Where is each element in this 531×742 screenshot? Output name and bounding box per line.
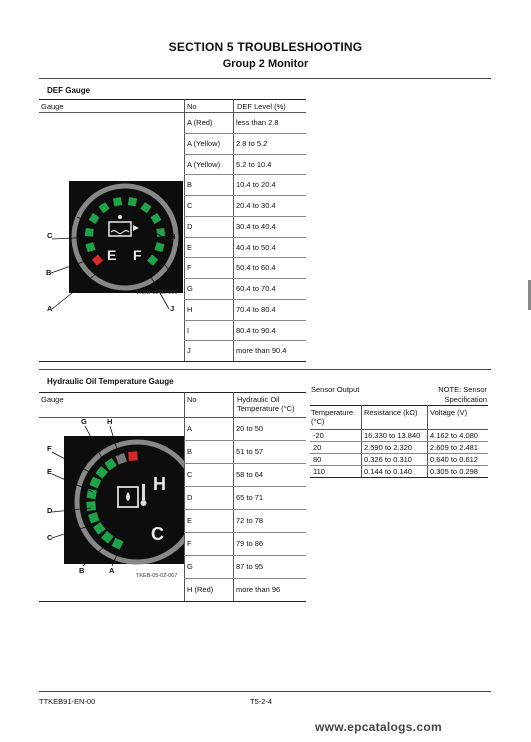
- callout-label: A: [109, 566, 115, 575]
- footer-rule: [39, 691, 491, 692]
- col-resistance: Resistance (kΩ): [364, 408, 418, 417]
- sensor-row-res: 0.326 to 0.310: [364, 455, 412, 464]
- def-table: [39, 99, 306, 361]
- def-full-letter: F: [133, 247, 142, 263]
- hyd-row-value: 65 to 71: [236, 493, 264, 502]
- def-image-tag: TKEB-05-02-066: [136, 290, 178, 296]
- callout-label: F: [47, 444, 52, 453]
- def-row-value: 30.4 to 40.4: [236, 221, 276, 231]
- callout-label: D: [72, 208, 78, 217]
- def-row-value: 80.4 to 90.4: [236, 325, 276, 335]
- def-row-value: 40.4 to 50.4: [236, 242, 276, 252]
- col-no: No: [187, 102, 197, 111]
- def-row-no: A (Red): [187, 118, 213, 127]
- row-divider: [184, 320, 306, 321]
- def-gauge-image: [39, 159, 184, 359]
- def-row-value: 20.4 to 30.4: [236, 201, 276, 210]
- sensor-row-res: 0.144 to 0.140: [364, 467, 412, 476]
- callout-label: A: [47, 304, 53, 313]
- callout-label: G: [150, 208, 156, 217]
- row-divider: [184, 555, 306, 556]
- row-divider: [184, 440, 306, 441]
- gauge-segment: [85, 228, 94, 237]
- hyd-heading: Hydraulic Oil Temperature Gauge: [47, 377, 174, 386]
- section-title: SECTION 5 TROUBLESHOOTING: [168, 40, 363, 54]
- doc-code: TTKEB91-EN-00: [39, 697, 96, 706]
- hyd-row-value: 20 to 50: [236, 424, 264, 433]
- hyd-row-value: 72 to 78: [236, 516, 264, 525]
- callout-label: C: [47, 231, 53, 240]
- col-hyd-temp: Hydraulic Oil Temperature (°C): [237, 395, 295, 413]
- row-divider: [310, 441, 488, 442]
- row-divider: [184, 299, 306, 300]
- def-row-no: D: [187, 221, 193, 231]
- hyd-row-value: more than 96: [236, 585, 281, 594]
- hyd-row-no: G: [187, 562, 193, 571]
- hyd-gauge-image: [39, 416, 184, 581]
- sensor-row-res: 2.590 to 2.320: [364, 443, 412, 452]
- def-row-value: 50.4 to 60.4: [236, 263, 276, 273]
- def-row-no: A (Yellow): [187, 159, 221, 169]
- def-row-no: E: [187, 242, 193, 252]
- sensor-row-temp: 80: [313, 455, 322, 464]
- def-row-value: 10.4 to 20.4: [236, 180, 276, 190]
- row-divider: [310, 453, 488, 454]
- group-title: Group 2 Monitor: [222, 58, 309, 70]
- col-no: No: [187, 395, 197, 404]
- callout-label: F: [129, 208, 134, 217]
- def-row-value: 60.4 to 70.4: [236, 284, 276, 293]
- gauge-segment: [113, 197, 122, 206]
- row-divider: [184, 278, 306, 279]
- col-def-level: DEF Level (%): [237, 102, 286, 111]
- def-row-no: G: [187, 284, 193, 293]
- callout-label: E: [47, 467, 53, 476]
- hyd-row-no: E: [187, 516, 193, 525]
- sensor-row-volt: 0.640 to 0.612: [430, 455, 478, 464]
- watermark: www.epcatalogs.com: [315, 720, 442, 734]
- callout-label: E: [95, 208, 101, 217]
- callout-label: G: [81, 417, 87, 426]
- row-divider: [184, 216, 306, 217]
- def-heading: DEF Gauge: [47, 86, 91, 95]
- def-row-no: J: [187, 346, 191, 356]
- hyd-row-no: H (Red): [187, 585, 214, 594]
- row-divider: [184, 532, 306, 533]
- hyd-row-value: 51 to 57: [236, 447, 264, 456]
- row-divider: [184, 486, 306, 487]
- hyd-row-value: 79 to 86: [236, 539, 264, 548]
- def-row-no: B: [187, 180, 193, 190]
- row-divider: [184, 509, 306, 510]
- section-divider: [39, 78, 491, 79]
- def-row-value: more than 90.4: [236, 346, 287, 356]
- hyd-row-no: C: [187, 470, 193, 479]
- page-number: T5-2-4: [250, 697, 273, 706]
- def-row-no: A (Yellow): [187, 138, 221, 148]
- sensor-row-temp: -20: [313, 431, 324, 440]
- def-row-value: 70.4 to 80.4: [236, 304, 276, 314]
- hyd-row-no: F: [187, 539, 192, 548]
- row-divider: [184, 195, 306, 196]
- sensor-row-volt: 2.609 to 2.481: [430, 443, 478, 452]
- row-divider: [184, 578, 306, 579]
- callout-label: I: [172, 268, 175, 277]
- sensor-row-res: 16.330 to 13.840: [364, 431, 421, 440]
- sensor-table: [310, 405, 488, 477]
- callout-label: H: [170, 232, 176, 241]
- hyd-row-no: B: [187, 447, 193, 456]
- sensor-row-temp: 20: [313, 443, 322, 452]
- gauge-segment: [86, 501, 96, 511]
- row-divider: [184, 463, 306, 464]
- gauge-segment: [128, 451, 138, 461]
- col-temperature: Temperature (°C): [311, 408, 354, 426]
- callout-label: J: [170, 304, 175, 313]
- row-divider: [184, 174, 306, 175]
- sensor-row-volt: 4.162 to 4.080: [430, 431, 478, 440]
- callout-label: H: [107, 417, 113, 426]
- row-divider: [184, 237, 306, 238]
- section-divider-2: [39, 369, 491, 370]
- callout-label: B: [46, 268, 52, 277]
- hyd-table: [39, 392, 306, 601]
- row-divider: [310, 465, 488, 466]
- def-row-no: H: [187, 304, 193, 314]
- hyd-row-value: 87 to 95: [236, 562, 264, 571]
- hyd-image-tag: TKEB-05-02-067: [136, 573, 178, 579]
- row-divider: [184, 133, 306, 134]
- callout-label: C: [47, 533, 53, 542]
- gauge-panel: [69, 181, 183, 293]
- def-empty-letter: E: [107, 247, 117, 263]
- def-row-no: F: [187, 263, 192, 273]
- sensor-row-temp: 110: [313, 467, 325, 476]
- callout-label: D: [47, 506, 53, 515]
- def-row-value: 2.8 to 5.2: [236, 138, 268, 148]
- col-gauge: Gauge: [41, 102, 64, 111]
- row-divider: [184, 340, 306, 341]
- hyd-row-value: 58 to 64: [236, 470, 264, 479]
- def-row-no: I: [187, 325, 190, 335]
- hyd-row-no: A: [187, 424, 193, 433]
- row-divider: [184, 154, 306, 155]
- col-voltage: Voltage (V): [430, 408, 468, 417]
- gauge-segment: [86, 489, 96, 499]
- hyd-cold-letter: C: [151, 524, 164, 544]
- gauge-segment: [128, 197, 137, 206]
- row-divider: [184, 257, 306, 258]
- callout-label: B: [79, 566, 85, 575]
- sensor-row-volt: 0.305 to 0.298: [430, 467, 478, 476]
- def-row-value: less than 2.8: [236, 118, 279, 127]
- sensor-title: Sensor Output: [311, 385, 360, 394]
- hyd-row-no: D: [187, 493, 193, 502]
- col-gauge: Gauge: [41, 395, 64, 404]
- sensor-note: NOTE: Sensor Specification: [438, 385, 487, 404]
- def-row-no: C: [187, 201, 193, 210]
- def-row-value: 5.2 to 10.4: [236, 159, 272, 169]
- hyd-hot-letter: H: [153, 474, 166, 494]
